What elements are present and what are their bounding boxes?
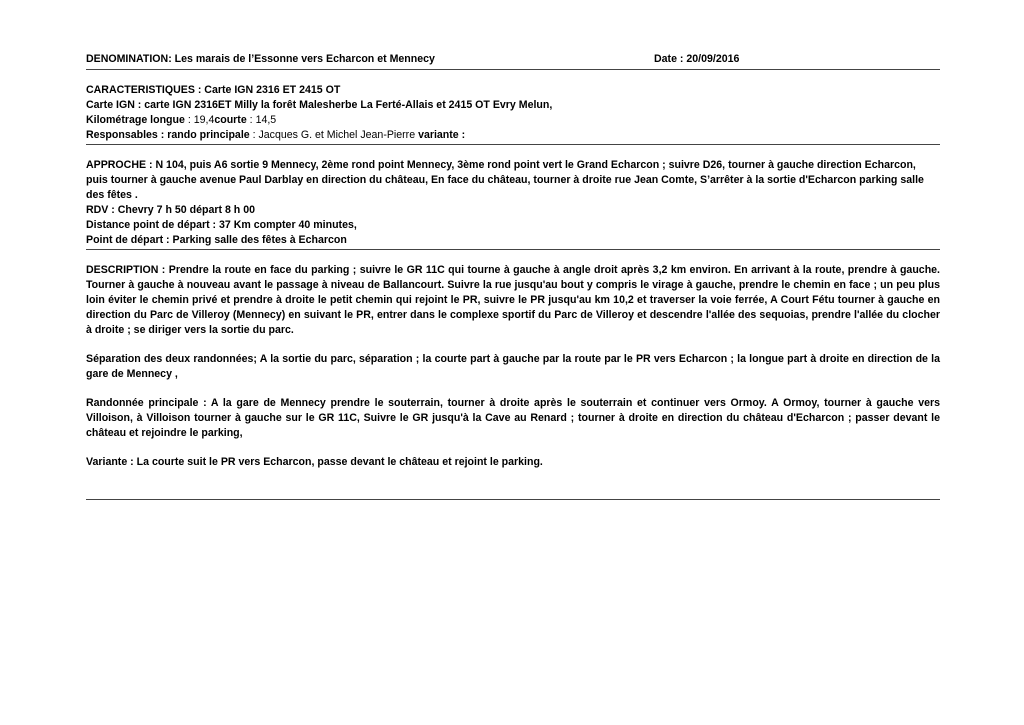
- carte-ign: Carte IGN : carte IGN 2316ET Milly la forêt Malesherbe La Ferté-Allais et 2415 OT Evry Melun,: [86, 99, 553, 111]
- km-long-value: : 19,4: [184, 114, 215, 126]
- kilometrage: [86, 113, 940, 128]
- caracteristiques-title: CARACTERISTIQUES : Carte IGN 2316 ET 2415 OT: [86, 84, 341, 96]
- document-page: [86, 52, 940, 500]
- approche-text: APPROCHE : N 104, puis A6 sortie 9 Mennecy, 2ème rond point Mennecy, 3ème rond point vert le Grand Echarcon ; suivre D26, tourner à gauche direction Echarcon, puis tourner à gauche avenue Paul Darblay en direction du château, En face du château, tourner à droite rue Jean Comte, S’arrêter à la sortie d'Echarcon parking salle des fêtes .: [86, 159, 924, 201]
- point-depart: Point de départ : Parking salle des fêtes à Echarcon: [86, 234, 347, 246]
- description-section: [86, 250, 940, 470]
- km-short-value: : 14,5: [246, 114, 277, 126]
- description-p1: DESCRIPTION : Prendre la route en face du parking ; suivre le GR 11C qui tourne à gauche à angle droit après 3,2 km environ. En arrivant à la route, prendre à gauche. Tourner à gauche à nouveau avant le passage à niveau de Ballancourt. Suivre la rue jusqu'au bout y compris le virage à gauche, prendre le chemin en face ; un peu plus loin éviter le chemin privé et prendre à droite le petit chemin qui rejoint le PR, suivre le PR jusqu'au km 10,2 et traverser la voie ferrée, A Court Fétu tourner à gauche en direction du Parc de Villeroy (Mennecy) en suivant le PR, entrer dans le complexe sportif du Parc de Villeroy et descendre l'allée des sequoias, prendre l'allée du clocher à droite ; se diriger vers la sortie du parc.: [86, 264, 940, 336]
- approche-section: [86, 145, 940, 248]
- km-long-label: Kilométrage longue: [86, 114, 185, 126]
- distance: Distance point de départ : 37 Km compter 40 minutes,: [86, 219, 357, 231]
- divider: [86, 499, 940, 500]
- variante-label: variante :: [418, 129, 466, 141]
- header-row: [86, 52, 940, 69]
- description-p3: Randonnée principale : A la gare de Mennecy prendre le souterrain, tourner à droite après le souterrain et continuer vers Ormoy. A Ormoy, tourner à gauche vers Villoison, à Villoison tourner à gauche sur le GR 11C, Suivre le GR jusqu'à la Cave au Renard ; tourner à droite en direction du château d'Echarcon ; passer devant le château et rejoindre le parking,: [86, 397, 940, 439]
- caracteristiques-section: [86, 70, 940, 143]
- date: Date : 20/09/2016: [654, 53, 740, 65]
- responsables-value: : Jacques G. et Michel Jean-Pierre: [249, 129, 419, 141]
- description-p2: Séparation des deux randonnées; A la sortie du parc, séparation ; la courte part à gauche par la route par le PR vers Echarcon ; la longue part à droite en direction de la gare de Mennecy ,: [86, 353, 940, 380]
- responsables: [86, 128, 940, 143]
- km-short-label: courte: [214, 114, 247, 126]
- description-p4: Variante : La courte suit le PR vers Echarcon, passe devant le château et rejoint le parking.: [86, 456, 543, 468]
- responsables-label: Responsables : rando principale: [86, 129, 250, 141]
- rdv: RDV : Chevry 7 h 50 départ 8 h 00: [86, 204, 255, 216]
- denomination: DENOMINATION: Les marais de l’Essonne vers Echarcon et Mennecy: [86, 53, 435, 65]
